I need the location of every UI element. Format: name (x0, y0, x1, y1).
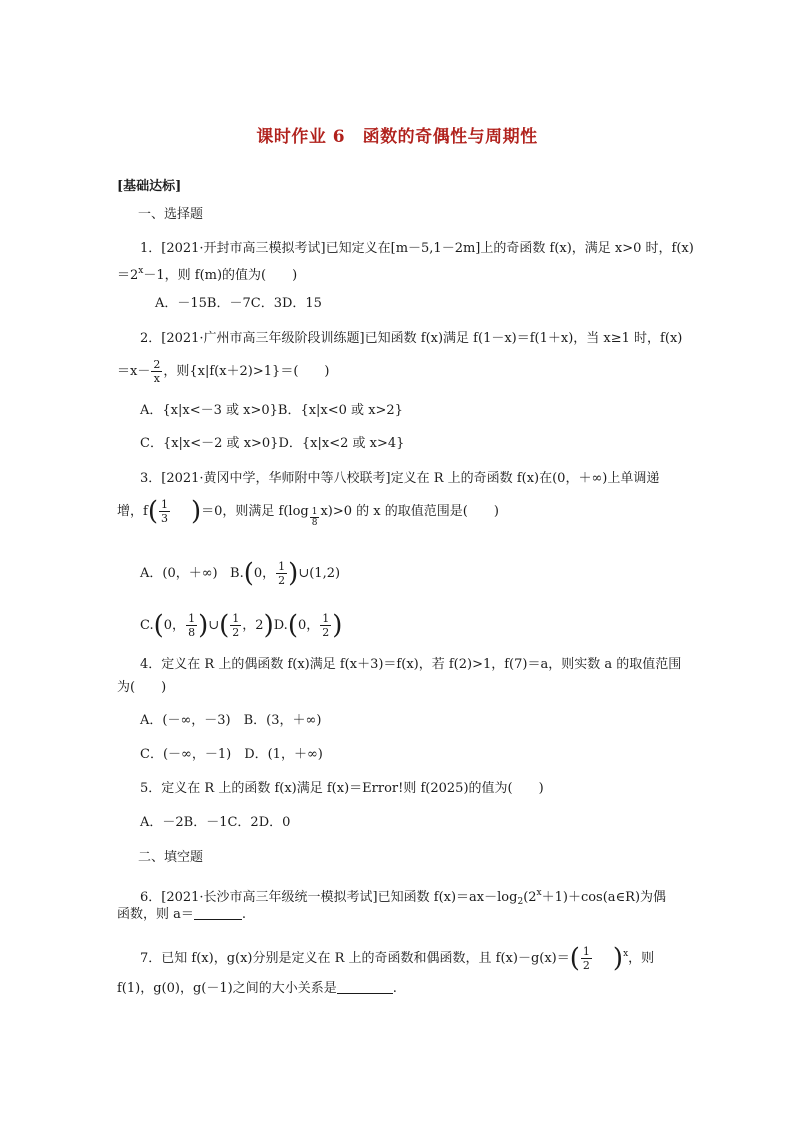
q3-options-ab: A．(0，＋∞) B.(0， $\frac{1}{2}$ )∪(1,2) (140, 558, 341, 589)
q1-options: A．－15B．－7C．3D．15 (155, 296, 322, 311)
q3-options-cd: C.(0， $\frac{1}{8}$ )∪( $\frac{1}{2}$ ，2)D.(0， $\frac{1}{2}$ ) (140, 610, 343, 641)
q4-line1: 4．定义在 R 上的偶函数 f(x)满足 f(x＋3)＝f(x)，若 f(2)>1，f(7)＝a，则实数 a 的取值范围 (140, 657, 682, 672)
q6-line2: 函数，则 a＝ . (117, 907, 247, 922)
q3-line1: 3．[2021·黄冈中学，华师附中等八校联考]定义在 R 上的奇函数 f(x)在(0，＋∞)上单调递 (140, 471, 660, 486)
q2-fraction: $\frac{2}{x}$ (153, 358, 161, 385)
q3-log-base: $\frac{1}{8}$ (311, 507, 318, 528)
section-basic: [基础达标] (117, 179, 182, 194)
part-choice-heading: 一、选择题 (138, 207, 204, 222)
q6-answer-blank[interactable] (194, 907, 242, 920)
q4-options-ab: A．(－∞，－3) B．(3，＋∞) (140, 713, 322, 728)
q7-fraction: $\frac{1}{2}$ (582, 945, 590, 972)
q7-answer-blank[interactable] (337, 981, 393, 994)
part-fill-heading: 二、填空题 (138, 850, 204, 865)
q5-options: A．－2B．－1C．2D．0 (140, 815, 291, 830)
q2-options-ab: A．{x|x<－3 或 x>0}B．{x|x<0 或 x>2} (140, 403, 403, 418)
page-title: 课时作业 6 函数的奇偶性与周期性 (256, 127, 538, 147)
q5-line1: 5．定义在 R 上的函数 f(x)满足 f(x)＝Error!则 f(2025)的值为( ) (140, 781, 544, 796)
q2-line1: 2．[2021·广州市高三年级阶段训练题]已知函数 f(x)满足 f(1－x)＝f(1＋x)，当 x≥1 时，f(x) (140, 331, 683, 346)
q1-line1: 1．[2021·开封市高三模拟考试]已知定义在[m－5,1－2m]上的奇函数 f(x)，满足 x>0 时，f(x) (140, 241, 694, 256)
q7-line2: f(1)，g(0)，g(－1)之间的大小关系是 . (117, 981, 397, 996)
q2-line2: ＝x－ $\frac{2}{x}$ ，则{x|f(x＋2)>1}＝( ) (117, 358, 330, 385)
q6-line1: 6．[2021·长沙市高三年级统一模拟考试]已知函数 $f(x)=ax-\log_2(2^x+1)+\cos(a\in R)$为偶 (140, 888, 667, 907)
q4-line2: 为( ) (117, 680, 167, 695)
q2-options-cd: C．{x|x<－2 或 x>0}D．{x|x<2 或 x>4} (140, 436, 405, 451)
q3-line2: 增，f( $\frac{1}{3}$ )＝0，则满足 f(log $\frac{1}{8}$ x)>0 的 x 的取值范围是( ) (117, 496, 499, 528)
q4-options-cd: C．(－∞，－1) D．(1，＋∞) (140, 747, 323, 762)
q1-line2: $=2^x-1$，则 f(m)的值为( ) (117, 266, 298, 283)
q3-fraction: $\frac{1}{3}$ (160, 498, 168, 525)
q7-line1: 7．已知 f(x)，g(x)分别是定义在 R 上的奇函数和偶函数，且 f(x)－g(x)＝( $\frac{1}{2}$ )$^x$，则 (140, 943, 655, 974)
